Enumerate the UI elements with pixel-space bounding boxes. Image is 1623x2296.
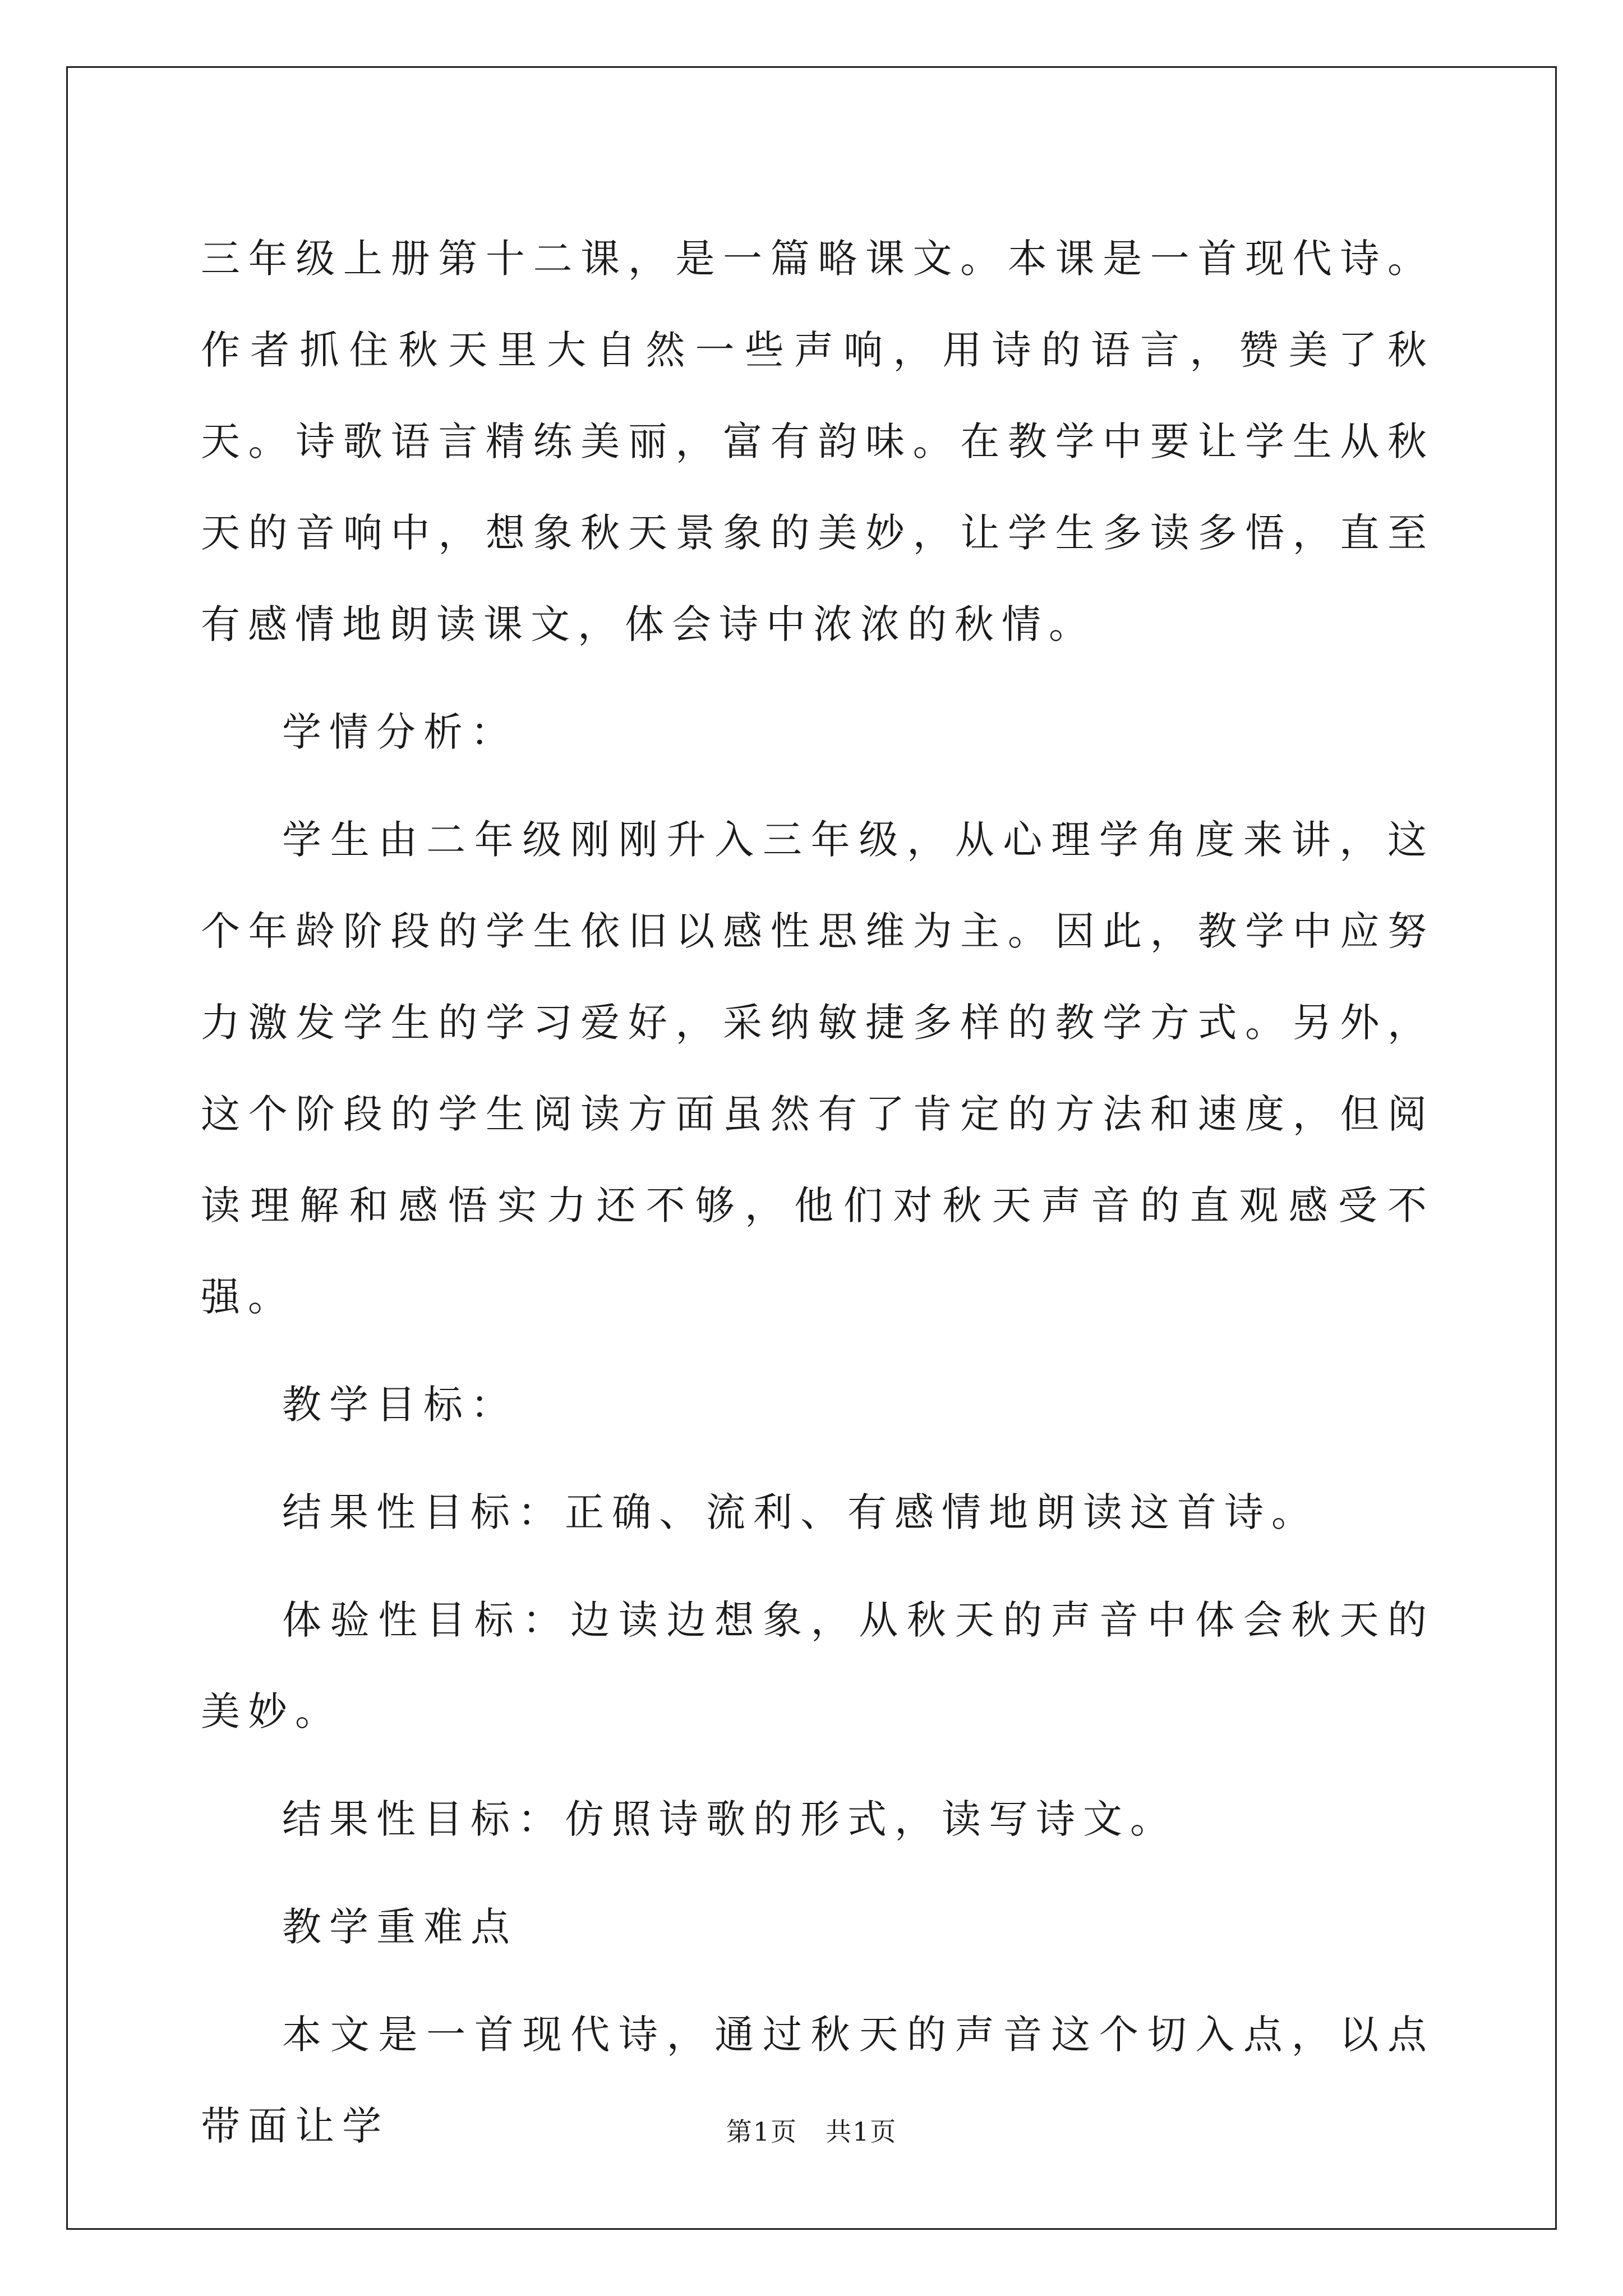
paragraph-student-analysis: 学生由二年级刚刚升入三年级，从心理学角度来讲，这个年龄阶段的学生依旧以感性思维为主。因此，教学中应努力激发学生的学习爱好，采纳敏捷多样的教学方式。另外，这个阶段的学生阅读方面虽然有了肯定的方法和速度，但阅读理解和感悟实力还不够，他们对秋天声音的直观感受不强。 <box>201 817 1435 1320</box>
heading-student-analysis: 学情分析： <box>282 709 518 755</box>
goal-item-result-2: 结果性目标：仿照诗歌的形式，读写诗文。 <box>282 1796 1177 1842</box>
heading-key-points: 教学重难点 <box>282 1904 518 1950</box>
paragraph-key-points: 本文是一首现代诗，通过秋天的声音这个切入点，以点带面让学 <box>201 2012 1435 2149</box>
goal-item-experience: 体验性目标：边读边想象，从秋天的声音中体会秋天的美妙。 <box>201 1597 1435 1734</box>
document-body <box>201 213 1435 2188</box>
heading-teaching-goals: 教学目标： <box>282 1382 518 1428</box>
goal-item-result: 结果性目标：正确、流利、有感情地朗读这首诗。 <box>282 1489 1318 1535</box>
page-total: 共1页 <box>826 2116 897 2147</box>
page-footer <box>0 2115 1623 2148</box>
page-number: 第1页 <box>726 2116 797 2147</box>
paragraph-intro: 三年级上册第十二课，是一篇略课文。本课是一首现代诗。作者抓住秋天里大自然一些声响，用诗的语言，赞美了秋天。诗歌语言精练美丽，富有韵味。在教学中要让学生从秋天的音响中，想象秋天景象的美妙，让学生多读多悟，直至有感情地朗读课文，体会诗中浓浓的秋情。 <box>201 236 1435 647</box>
